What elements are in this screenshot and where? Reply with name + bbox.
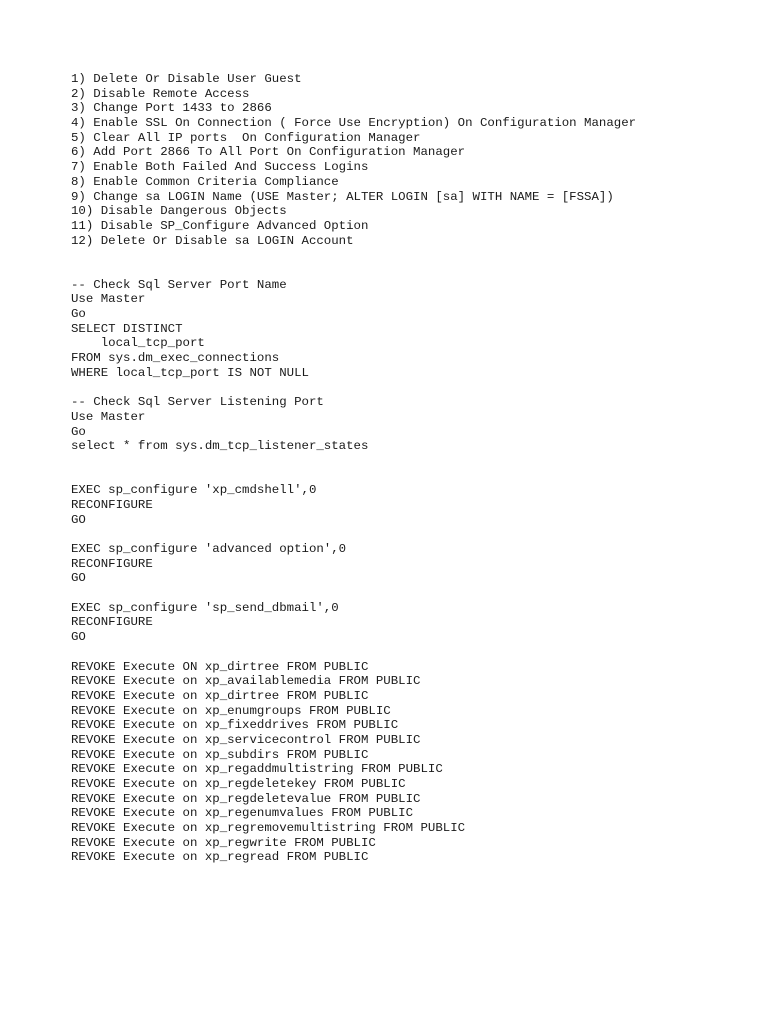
document-line: 6) Add Port 2866 To All Port On Configuration Manager <box>71 145 466 160</box>
document-line: 9) Change sa LOGIN Name (USE Master; ALTER LOGIN [sa] WITH NAME = [FSSA]) <box>71 189 614 204</box>
document-line: REVOKE Execute on xp_regenumvalues FROM PUBLIC <box>71 806 414 821</box>
document-line: REVOKE Execute on xp_regdeletekey FROM PUBLIC <box>71 777 406 791</box>
document-line: REVOKE Execute on xp_fixeddrives FROM PUBLIC <box>71 718 399 733</box>
document-line <box>71 469 751 484</box>
document-line: RECONFIGURE <box>71 615 153 630</box>
document-line: 11) Disable SP_Configure Advanced Option <box>71 218 369 233</box>
document-line: REVOKE Execute ON xp_dirtree FROM PUBLIC <box>71 659 369 674</box>
document-line: REVOKE Execute on xp_regdeletevalue FROM PUBLIC <box>71 791 421 806</box>
document-line <box>71 645 751 660</box>
document-line: REVOKE Execute on xp_regremovemultistring FROM PUBLIC <box>71 821 466 836</box>
document-line: local_tcp_port <box>71 336 205 351</box>
document-line: 3) Change Port 1433 to 2866 <box>71 101 272 116</box>
document-line: REVOKE Execute on xp_regread FROM PUBLIC <box>71 850 369 865</box>
document-line: GO <box>71 512 86 527</box>
document-line: EXEC sp_configure 'sp_send_dbmail',0 <box>71 600 339 615</box>
document-line: REVOKE Execute on xp_servicecontrol FROM PUBLIC <box>71 732 421 747</box>
document-line: WHERE local_tcp_port IS NOT NULL <box>71 365 309 380</box>
document-line: REVOKE Execute on xp_subdirs FROM PUBLIC <box>71 747 369 762</box>
document-line <box>71 380 751 395</box>
document-line <box>71 454 751 469</box>
document-page <box>71 72 751 865</box>
document-line: EXEC sp_configure 'advanced option',0 <box>71 542 347 556</box>
document-line: 2) Disable Remote Access <box>71 86 250 101</box>
document-line: 4) Enable SSL On Connection ( Force Use Encryption) On Configuration Manager <box>71 116 637 131</box>
document-line: -- Check Sql Server Port Name <box>71 277 287 292</box>
document-line: GO <box>71 571 86 586</box>
document-line: FROM sys.dm_exec_connections <box>71 351 280 366</box>
document-line: Go <box>71 307 86 321</box>
document-line: -- Check Sql Server Listening Port <box>71 395 324 410</box>
document-line: REVOKE Execute on xp_availablemedia FROM PUBLIC <box>71 674 421 689</box>
document-line <box>71 527 751 542</box>
document-line: select * from sys.dm_tcp_listener_states <box>71 439 369 454</box>
document-line: 10) Disable Dangerous Objects <box>71 204 287 219</box>
document-line: RECONFIGURE <box>71 556 153 571</box>
document-line <box>71 248 751 263</box>
document-line: GO <box>71 630 86 645</box>
document-line: Use Master <box>71 292 146 307</box>
document-line: REVOKE Execute on xp_regaddmultistring FROM PUBLIC <box>71 762 443 777</box>
document-line: EXEC sp_configure 'xp_cmdshell',0 <box>71 483 317 498</box>
document-line: RECONFIGURE <box>71 497 153 512</box>
document-line: 8) Enable Common Criteria Compliance <box>71 174 339 189</box>
document-line: REVOKE Execute on xp_dirtree FROM PUBLIC <box>71 688 369 703</box>
document-line: REVOKE Execute on xp_enumgroups FROM PUBLIC <box>71 703 391 718</box>
document-line: REVOKE Execute on xp_regwrite FROM PUBLIC <box>71 835 376 850</box>
document-line: 1) Delete Or Disable User Guest <box>71 72 302 86</box>
document-line: Use Master <box>71 409 146 424</box>
document-line: 7) Enable Both Failed And Success Logins <box>71 160 369 175</box>
document-line <box>71 263 751 278</box>
document-line: SELECT DISTINCT <box>71 321 183 336</box>
document-line <box>71 586 751 601</box>
document-line: 12) Delete Or Disable sa LOGIN Account <box>71 233 354 248</box>
document-line: 5) Clear All IP ports On Configuration Manager <box>71 130 421 145</box>
document-line: Go <box>71 424 86 439</box>
